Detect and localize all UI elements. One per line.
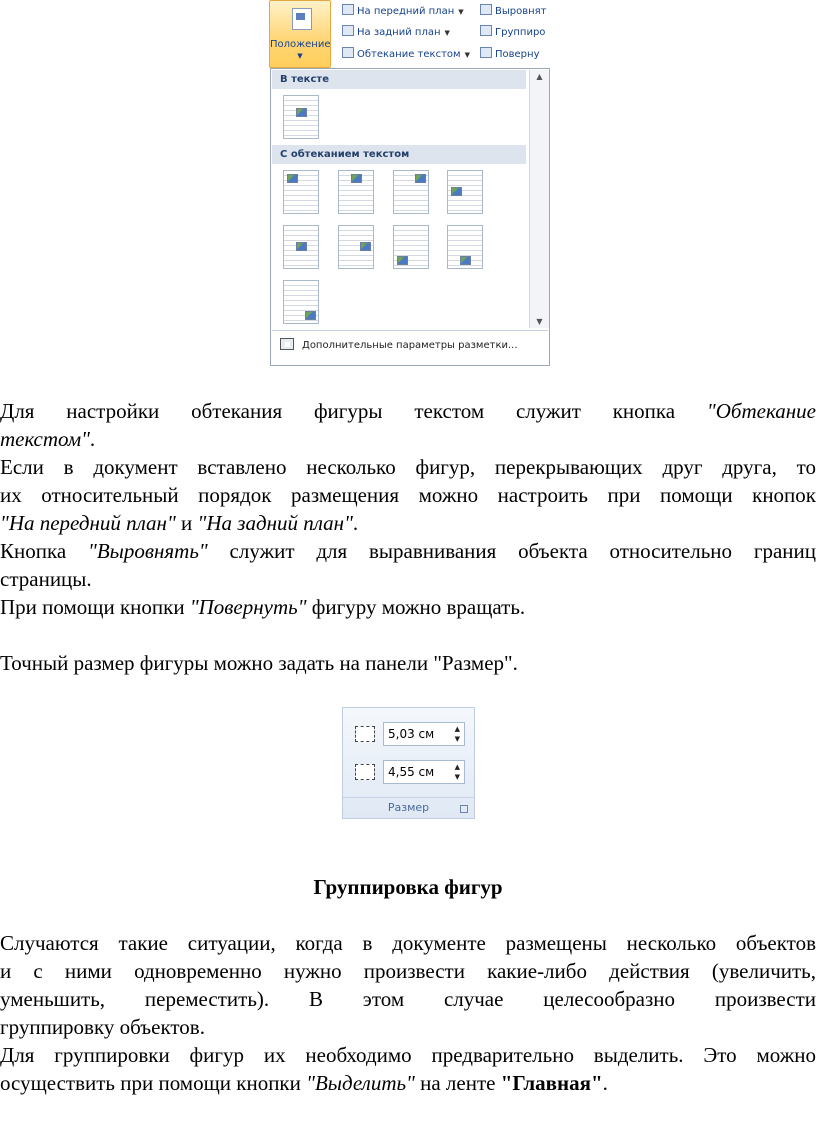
- shape-height-icon: [355, 726, 375, 742]
- section-heading: Группировка фигур: [313, 875, 503, 899]
- picture-icon: [451, 187, 462, 196]
- size-group-label: Размер: [343, 797, 474, 818]
- section-inline-header: В тексте: [272, 70, 526, 89]
- position-option-top-center[interactable]: [338, 170, 374, 214]
- width-spinner[interactable]: ▲ ▼: [454, 763, 460, 781]
- align-icon: [480, 4, 492, 15]
- gallery-scrollbar[interactable]: [529, 70, 549, 328]
- paragraph-rotate: При помощи кнопки "Повернуть" фигуру можно вращать.: [0, 595, 526, 619]
- height-row: [351, 722, 469, 746]
- height-input[interactable]: 5,03 см ▲ ▼: [383, 722, 465, 746]
- paragraph-order-line1: Если в документ вставлено несколько фигур, перекрывающих друг друга, то: [0, 455, 816, 479]
- more-layout-options-link[interactable]: Дополнительные параметры разметки...: [272, 330, 548, 361]
- paragraph-group-line1: Случаются такие ситуации, когда в документе размещены несколько объектов: [0, 931, 816, 955]
- width-input[interactable]: 4,55 см ▲ ▼: [383, 760, 465, 784]
- paragraph-order-line3: "На передний план" и "На задний план".: [0, 511, 359, 535]
- picture-icon: [351, 174, 362, 183]
- text-wrapping-icon: [342, 47, 354, 58]
- picture-icon: [296, 108, 307, 117]
- picture-icon: [296, 242, 307, 251]
- paragraph-select-line1: Для группировки фигур их необходимо предварительно выделить. Это можно: [0, 1043, 816, 1067]
- group-button[interactable]: Группиро: [480, 25, 545, 41]
- position-option-bottom-left[interactable]: [393, 225, 429, 269]
- group-icon: [480, 25, 492, 36]
- position-option-bottom-center[interactable]: [447, 225, 483, 269]
- position-button[interactable]: [269, 0, 331, 68]
- position-option-middle-right[interactable]: [338, 225, 374, 269]
- size-panel-screenshot: [342, 707, 475, 819]
- height-spinner[interactable]: ▲ ▼: [454, 725, 460, 743]
- paragraph-wrap-line1: Для настройки обтекания фигуры текстом служит кнопка "Обтекание: [0, 399, 816, 423]
- send-backward-icon: [342, 25, 354, 36]
- paragraph-size: Точный размер фигуры можно задать на панели "Размер".: [0, 651, 518, 675]
- paragraph-group-line3: уменьшить, переместить). В этом случае целесообразно произвести: [0, 987, 816, 1011]
- position-icon: [292, 8, 312, 30]
- picture-icon: [287, 174, 298, 183]
- rotate-icon: [480, 47, 492, 58]
- paragraph-align-line1: Кнопка "Выровнять" служит для выравнивания объекта относительно границ: [0, 539, 816, 563]
- position-option-top-right[interactable]: [393, 170, 429, 214]
- picture-icon: [305, 311, 316, 320]
- chevron-down-icon: ▼: [444, 29, 450, 37]
- send-backward-button[interactable]: На задний план ▼: [342, 25, 450, 41]
- bring-forward-icon: [342, 4, 354, 15]
- paragraph-select-line2: осуществить при помощи кнопки "Выделить" на ленте "Главная".: [0, 1071, 608, 1095]
- bring-forward-button[interactable]: На передний план ▼: [342, 4, 464, 20]
- shape-width-icon: [355, 764, 375, 780]
- picture-icon: [360, 242, 371, 251]
- chevron-down-icon: ▼: [297, 52, 303, 60]
- chevron-down-icon: ▼: [464, 51, 470, 59]
- rotate-button[interactable]: Поверну: [480, 47, 540, 63]
- scroll-up-icon[interactable]: ▲: [536, 72, 543, 81]
- picture-icon: [397, 256, 408, 265]
- paragraph-group-line2: и с ними одновременно нужно произвести какие-либо действия (увеличить,: [0, 959, 816, 983]
- section-wrapped-header: С обтеканием текстом: [272, 145, 526, 164]
- paragraph-align-line2: страницы.: [0, 567, 92, 591]
- position-option-top-left[interactable]: [283, 170, 319, 214]
- scroll-down-icon[interactable]: ▼: [536, 317, 543, 326]
- position-option-inline[interactable]: [283, 95, 319, 139]
- position-option-bottom-right[interactable]: [283, 280, 319, 324]
- picture-icon: [415, 174, 426, 183]
- position-option-middle-left[interactable]: [447, 170, 483, 214]
- paragraph-group-line4: группировку объектов.: [0, 1015, 205, 1039]
- position-option-middle-center[interactable]: [283, 225, 319, 269]
- layout-options-icon: [280, 338, 294, 350]
- width-row: [351, 760, 469, 784]
- picture-icon: [460, 256, 471, 265]
- paragraph-wrap-line2: текстом".: [0, 427, 96, 451]
- align-button[interactable]: Выровнят: [480, 4, 547, 20]
- paragraph-order-line2: их относительный порядок размещения можно настроить при помощи кнопок: [0, 483, 816, 507]
- position-dropdown-screenshot: [266, 0, 550, 366]
- text-wrapping-button[interactable]: Обтекание текстом ▼: [342, 47, 470, 63]
- dialog-launcher-icon[interactable]: [460, 805, 468, 813]
- position-button-label: Положение: [270, 39, 331, 50]
- chevron-down-icon: ▼: [458, 8, 464, 16]
- position-gallery-panel: [270, 68, 550, 366]
